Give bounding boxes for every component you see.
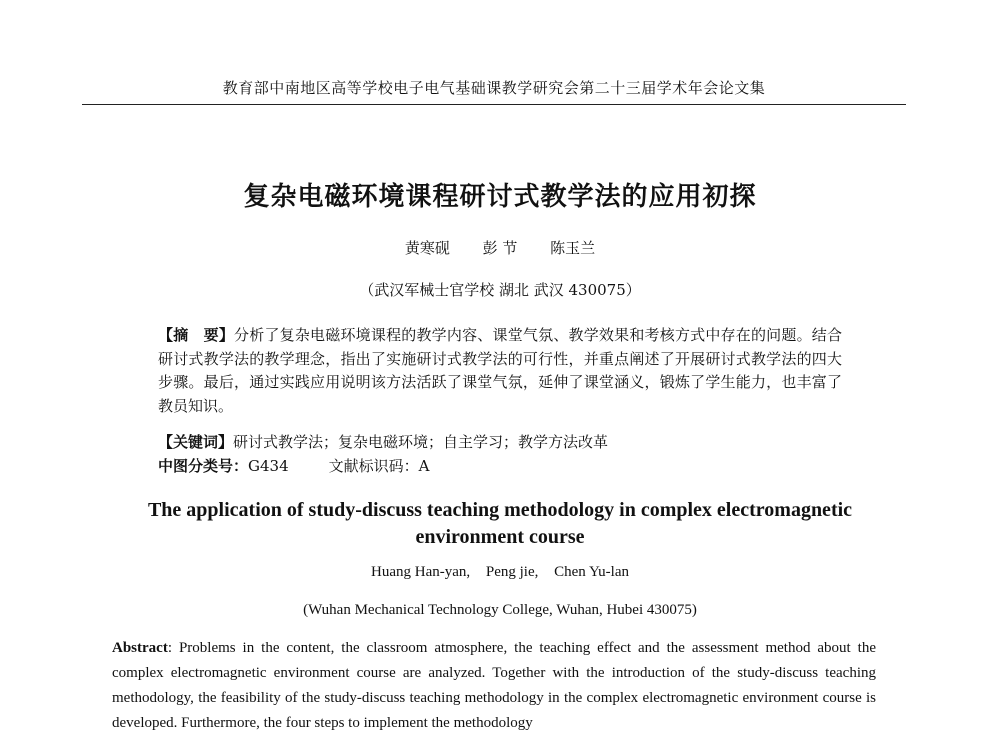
classification-line	[158, 455, 842, 479]
paper-title-english: The application of study-discuss teaching methodology in complex electromagnetic environment course	[147, 499, 853, 548]
author-name: Peng jie,	[485, 564, 539, 580]
author-name: Huang Han-yan,	[371, 564, 471, 580]
keywords-text: 研讨式教学法；复杂电磁环境；自主学习；教学方法改革	[233, 433, 609, 451]
affiliation-chinese: （武汉军械士官学校 湖北 武汉 430075）	[359, 281, 641, 299]
keywords-label: 【关键词】	[158, 433, 234, 451]
affiliation-english: (Wuhan Mechanical Technology College, Wuhan, Hubei 430075)	[303, 602, 697, 618]
abstract-english	[112, 636, 876, 736]
abstract-chinese	[158, 324, 842, 418]
running-header: 教育部中南地区高等学校电子电气基础课教学研究会第二十三届学术年会论文集	[222, 79, 766, 97]
keywords-chinese	[158, 431, 842, 455]
abstract-en-label: Abstract	[112, 640, 168, 656]
document-code-value: A	[418, 457, 430, 475]
classification-label: 中图分类号：	[158, 457, 249, 475]
paper-title-chinese: 复杂电磁环境课程研讨式教学法的应用初探	[243, 182, 757, 212]
abstract-label: 【摘 要】	[158, 326, 235, 344]
author-name: 陈玉兰	[550, 239, 596, 257]
classification-value: G434	[248, 457, 289, 475]
authors-english	[0, 562, 1000, 582]
header-rule	[82, 104, 906, 105]
authors-chinese	[0, 238, 1000, 258]
abstract-text: 分析了复杂电磁环境课程的教学内容、课堂气氛、教学效果和考核方式中存在的问题。结合研讨式教学法的教学理念，指出了实施研讨式教学法的可行性，并重点阐述了开展研讨式教学法的四大步骤。最后，通过实践应用说明该方法活跃了课堂气氛，延伸了课堂涵义，锻炼了学生能力，也丰富了教员知识。	[158, 326, 842, 415]
abstract-en-text: : Problems in the content, the classroom atmosphere, the teaching effect and the assessment method about the complex electromagnetic environment course are analyzed. Together with the introduction of the study-discuss teaching methodology, the feasibility of the study-discuss teaching methodology in the complex electromagnetic environment course is developed. Furthermore, the four steps to implement the methodology	[112, 640, 876, 731]
author-name: 彭 节	[482, 239, 518, 257]
author-name: 黄寒砚	[404, 239, 450, 257]
author-name: Chen Yu-lan	[554, 564, 629, 580]
document-code-label: 文献标识码：	[328, 457, 419, 475]
